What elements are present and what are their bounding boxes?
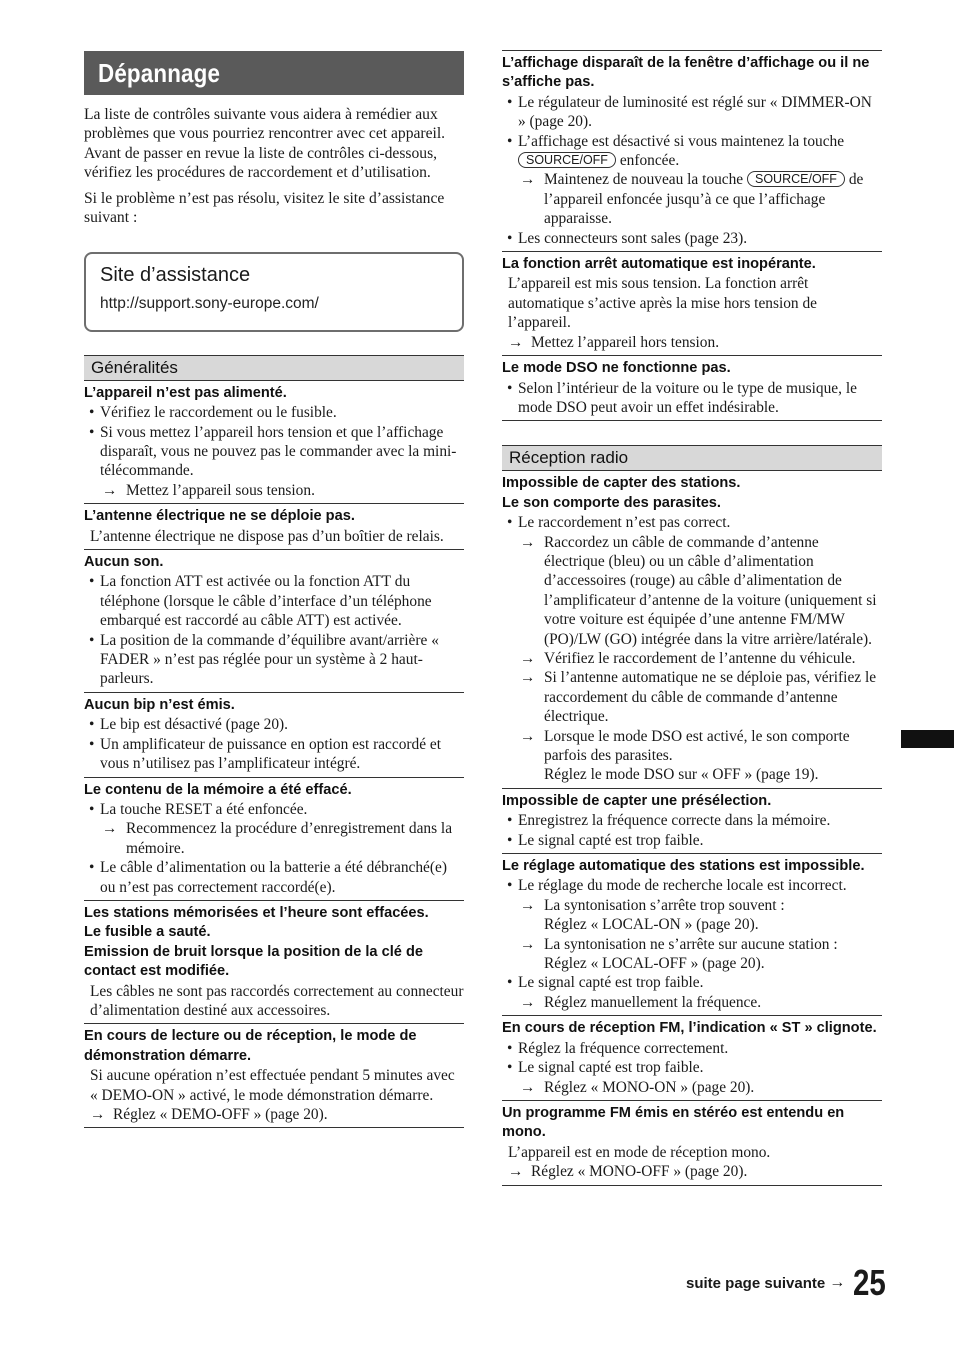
section-heading-generalites: Généralités (84, 355, 464, 381)
problem-title: Les stations mémorisées et l’heure sont effacées. (84, 904, 429, 921)
cause-text: Les câbles ne sont pas raccordés correctement au connecteur d’alimentation destiné aux accessoires. (90, 982, 464, 1019)
bullet-icon: • (89, 631, 95, 649)
bullet-icon: • (507, 831, 513, 849)
intro-paragraph: La liste de contrôles suivante vous aidera à remédier aux problèmes que vous pourriez rencontrer avec cet appareil. Avant de passer en revue la liste de contrôles ci-dessous, vérifiez les procédures de raccordement et d’utilisation. (84, 106, 446, 181)
cause-item: • Selon l’intérieur de la voiture ou le type de musique, le mode DSO peut avoir un effet indésirable. (507, 379, 857, 416)
troubleshoot-entry (502, 1101, 882, 1186)
bullet-icon: • (507, 974, 513, 992)
support-site-heading: Site d’assistance (100, 263, 251, 286)
title-bar (84, 51, 464, 95)
cause-item: • Le signal capté est trop faible. (507, 974, 704, 992)
remedy-continuation: Réglez le mode DSO sur « OFF » (page 19). (544, 766, 819, 784)
problem-title: Le contenu de la mémoire a été effacé. (84, 781, 352, 798)
arrow-icon: → (520, 669, 536, 687)
remedy-continuation: Réglez « LOCAL-OFF » (page 20). (544, 955, 765, 973)
problem-title: Le réglage automatique des stations est impossible. (502, 858, 865, 875)
intro-paragraph: Si le problème n’est pas résolu, visitez le site d’assistance suivant : (84, 190, 445, 227)
page-number: 25 (853, 1262, 887, 1303)
remedy-item: → Raccordez un câble de commande d’antenne électrique (bleu) ou un câble d’alimentation d’accessoires (rouge) au câble d’alimentation de l’amplificateur d’antenne de la voiture (uniquement si votre voiture est équipée d’une antenne FM/MW (PO)/LW (GO) intégrée dans la vitre arrière/latérale). (520, 533, 877, 648)
problem-title: En cours de réception FM, l’indication « ST » clignote. (502, 1020, 877, 1037)
left-column (84, 50, 464, 1128)
problem-title: Le fusible a sauté. (84, 924, 211, 941)
bullet-icon: • (89, 716, 95, 734)
arrow-icon: → (520, 935, 536, 953)
cause-item: • Vérifiez le raccordement ou le fusible. (89, 404, 337, 422)
remedy-item: → La syntonisation ne s’arrête sur aucune station : (520, 935, 838, 953)
remedy-item: → Mettez l’appareil hors tension. (508, 333, 720, 351)
troubleshoot-entry (84, 778, 464, 901)
remedy-item: → Vérifiez le raccordement de l’antenne du véhicule. (520, 649, 856, 667)
arrow-icon: → (520, 649, 536, 667)
page-title: Dépannage (98, 57, 221, 88)
remedy-item: → Maintenez de nouveau la touche SOURCE/OFF de l’appareil enfoncée jusqu’à ce que l’affichage apparaisse. (520, 171, 864, 228)
bullet-icon: • (507, 132, 513, 150)
troubleshoot-entry (502, 252, 882, 356)
cause-item: • Enregistrez la fréquence correcte dans la mémoire. (507, 812, 831, 830)
cause-item: • Le signal capté est trop faible. (507, 1059, 704, 1077)
bullet-icon: • (507, 1039, 513, 1057)
problem-title: Aucun son. (84, 554, 164, 571)
source-off-key: SOURCE/OFF (518, 152, 616, 168)
problem-title: Aucun bip n’est émis. (84, 696, 235, 713)
arrow-icon: → (520, 993, 536, 1011)
cause-text: Si aucune opération n’est effectuée pendant 5 minutes avec « DEMO-ON » activé, le mode démonstration démarre. (90, 1067, 455, 1104)
arrow-icon: → (508, 1163, 524, 1181)
problem-title: L’affichage disparaît de la fenêtre d’affichage ou il ne s’affiche pas. (502, 55, 870, 91)
problem-title: Le mode DSO ne fonctionne pas. (502, 360, 731, 377)
bullet-icon: • (89, 859, 95, 877)
bullet-icon: • (507, 1059, 513, 1077)
cause-item: • Le régulateur de luminosité est réglé sur « DIMMER-ON » (page 20). (507, 93, 872, 131)
arrow-icon: → (829, 1274, 846, 1291)
arrow-icon: → (520, 171, 536, 189)
arrow-icon: → (520, 896, 536, 914)
problem-title: La fonction arrêt automatique est inopérante. (502, 256, 816, 273)
cause-text: L’appareil est en mode de réception mono. (508, 1143, 771, 1161)
continued-label: suite page suivante (686, 1274, 826, 1292)
cause-item: • Un amplificateur de puissance en option est raccordé et vous n’utilisez pas l’amplificateur intégré. (89, 735, 442, 773)
troubleshoot-entry (84, 1024, 464, 1128)
remedy-item: → Réglez manuellement la fréquence. (520, 993, 762, 1011)
bullet-icon: • (89, 800, 95, 818)
troubleshoot-entry (84, 381, 464, 504)
bullet-icon: • (89, 404, 95, 422)
arrow-icon: → (520, 533, 536, 551)
cause-item: • Le signal capté est trop faible. (507, 831, 704, 849)
cause-item: • Le réglage du mode de recherche locale est incorrect. (507, 877, 847, 895)
cause-text: L’appareil est mis sous tension. La fonction arrêt automatique s’active après la mise hors tension de l’appareil. (508, 275, 818, 332)
remedy-item: → Réglez « MONO-ON » (page 20). (520, 1078, 755, 1096)
intro (84, 105, 464, 228)
problem-title: Emission de bruit lorsque la position de la clé de contact est modifiée. (84, 943, 423, 980)
cause-item: • Le câble d’alimentation ou la batterie a été débranché(e) ou n’est pas correctement raccordé(e). (89, 859, 447, 896)
bullet-icon: • (89, 573, 95, 591)
remedy-item: → La syntonisation s’arrête trop souvent : (520, 896, 785, 914)
cause-item: • Si vous mettez l’appareil hors tension et que l’affichage disparaît, vous ne pouvez pas le commander avec la mini-télécommande. (89, 423, 457, 480)
arrow-icon: → (90, 1106, 106, 1123)
support-site-url[interactable]: http://support.sony-europe.com/ (100, 294, 319, 312)
bullet-icon: • (89, 735, 95, 753)
bullet-icon: • (507, 229, 513, 247)
remedy-continuation: Réglez « LOCAL-ON » (page 20). (544, 916, 759, 934)
problem-title: Le son comporte des parasites. (502, 494, 721, 511)
bullet-icon: • (507, 379, 513, 397)
cause-item: • Réglez la fréquence correctement. (507, 1039, 729, 1057)
cause-item: • L’affichage est désactivé si vous maintenez la touche SOURCE/OFF enfoncée. (507, 132, 845, 170)
troubleshoot-entry (502, 51, 882, 252)
bullet-icon: • (507, 812, 513, 830)
cause-item: • La position de la commande d’équilibre avant/arrière « FADER » n’est pas réglée pour un système à 2 haut-parleurs. (89, 631, 439, 688)
arrow-icon: → (520, 1078, 536, 1096)
cause-item: • Les connecteurs sont sales (page 23). (507, 229, 748, 247)
section-tab-marker (901, 730, 954, 748)
problem-title: Impossible de capter des stations. (502, 475, 741, 492)
arrow-icon: → (520, 727, 536, 745)
arrow-icon: → (508, 333, 524, 351)
remedy-item: → Recommencez la procédure d’enregistrement dans la mémoire. (102, 820, 453, 857)
remedy-item: → Lorsque le mode DSO est activé, le son comporte parfois des parasites. (520, 727, 850, 764)
problem-title: Impossible de capter une présélection. (502, 792, 772, 809)
remedy-item: → Réglez « DEMO-OFF » (page 20). (90, 1106, 328, 1123)
bullet-icon: • (507, 514, 513, 532)
troubleshoot-entry (502, 789, 882, 854)
problem-title: L’antenne électrique ne se déploie pas. (84, 508, 355, 525)
troubleshoot-entry (502, 1016, 882, 1101)
remedy-item: → Mettez l’appareil sous tension. (102, 481, 315, 499)
cause-item: • Le raccordement n’est pas correct. (507, 514, 731, 532)
problem-title: En cours de lecture ou de réception, le mode de démonstration démarre. (84, 1028, 417, 1064)
cause-item: • La touche RESET a été enfoncée. (89, 800, 308, 818)
section-heading-reception-radio: Réception radio (502, 445, 882, 471)
bullet-icon: • (507, 877, 513, 895)
support-site-box (84, 252, 464, 332)
remedy-item: → Réglez « MONO-OFF » (page 20). (508, 1163, 748, 1181)
troubleshoot-entry (502, 471, 882, 789)
problem-title: L’appareil n’est pas alimenté. (84, 384, 287, 401)
bullet-icon: • (507, 93, 513, 111)
troubleshoot-entry (84, 504, 464, 550)
remedy-item: → Si l’antenne automatique ne se déploie pas, vérifiez le raccordement du câble de commande d’antenne électrique. (520, 669, 877, 726)
problem-title: Un programme FM émis en stéréo est entendu en mono. (502, 1104, 845, 1141)
troubleshoot-entry (84, 693, 464, 778)
page-footer (686, 1262, 893, 1304)
troubleshoot-entry (502, 854, 882, 1016)
source-off-key: SOURCE/OFF (747, 171, 845, 187)
right-column (502, 50, 882, 1186)
arrow-icon: → (102, 481, 118, 499)
troubleshoot-entry (84, 901, 464, 1024)
bullet-icon: • (89, 423, 95, 441)
cause-item: • Le bip est désactivé (page 20). (89, 716, 289, 734)
arrow-icon: → (102, 820, 118, 838)
troubleshoot-entry (502, 356, 882, 421)
troubleshoot-entry (84, 550, 464, 693)
cause-text: L’antenne électrique ne dispose pas d’un boîtier de relais. (90, 527, 444, 545)
cause-item: • La fonction ATT est activée ou la fonction ATT du téléphone (lorsque le câble d’interface d’un téléphone embarqué est raccordé au câble ATT) est activée. (89, 573, 432, 630)
